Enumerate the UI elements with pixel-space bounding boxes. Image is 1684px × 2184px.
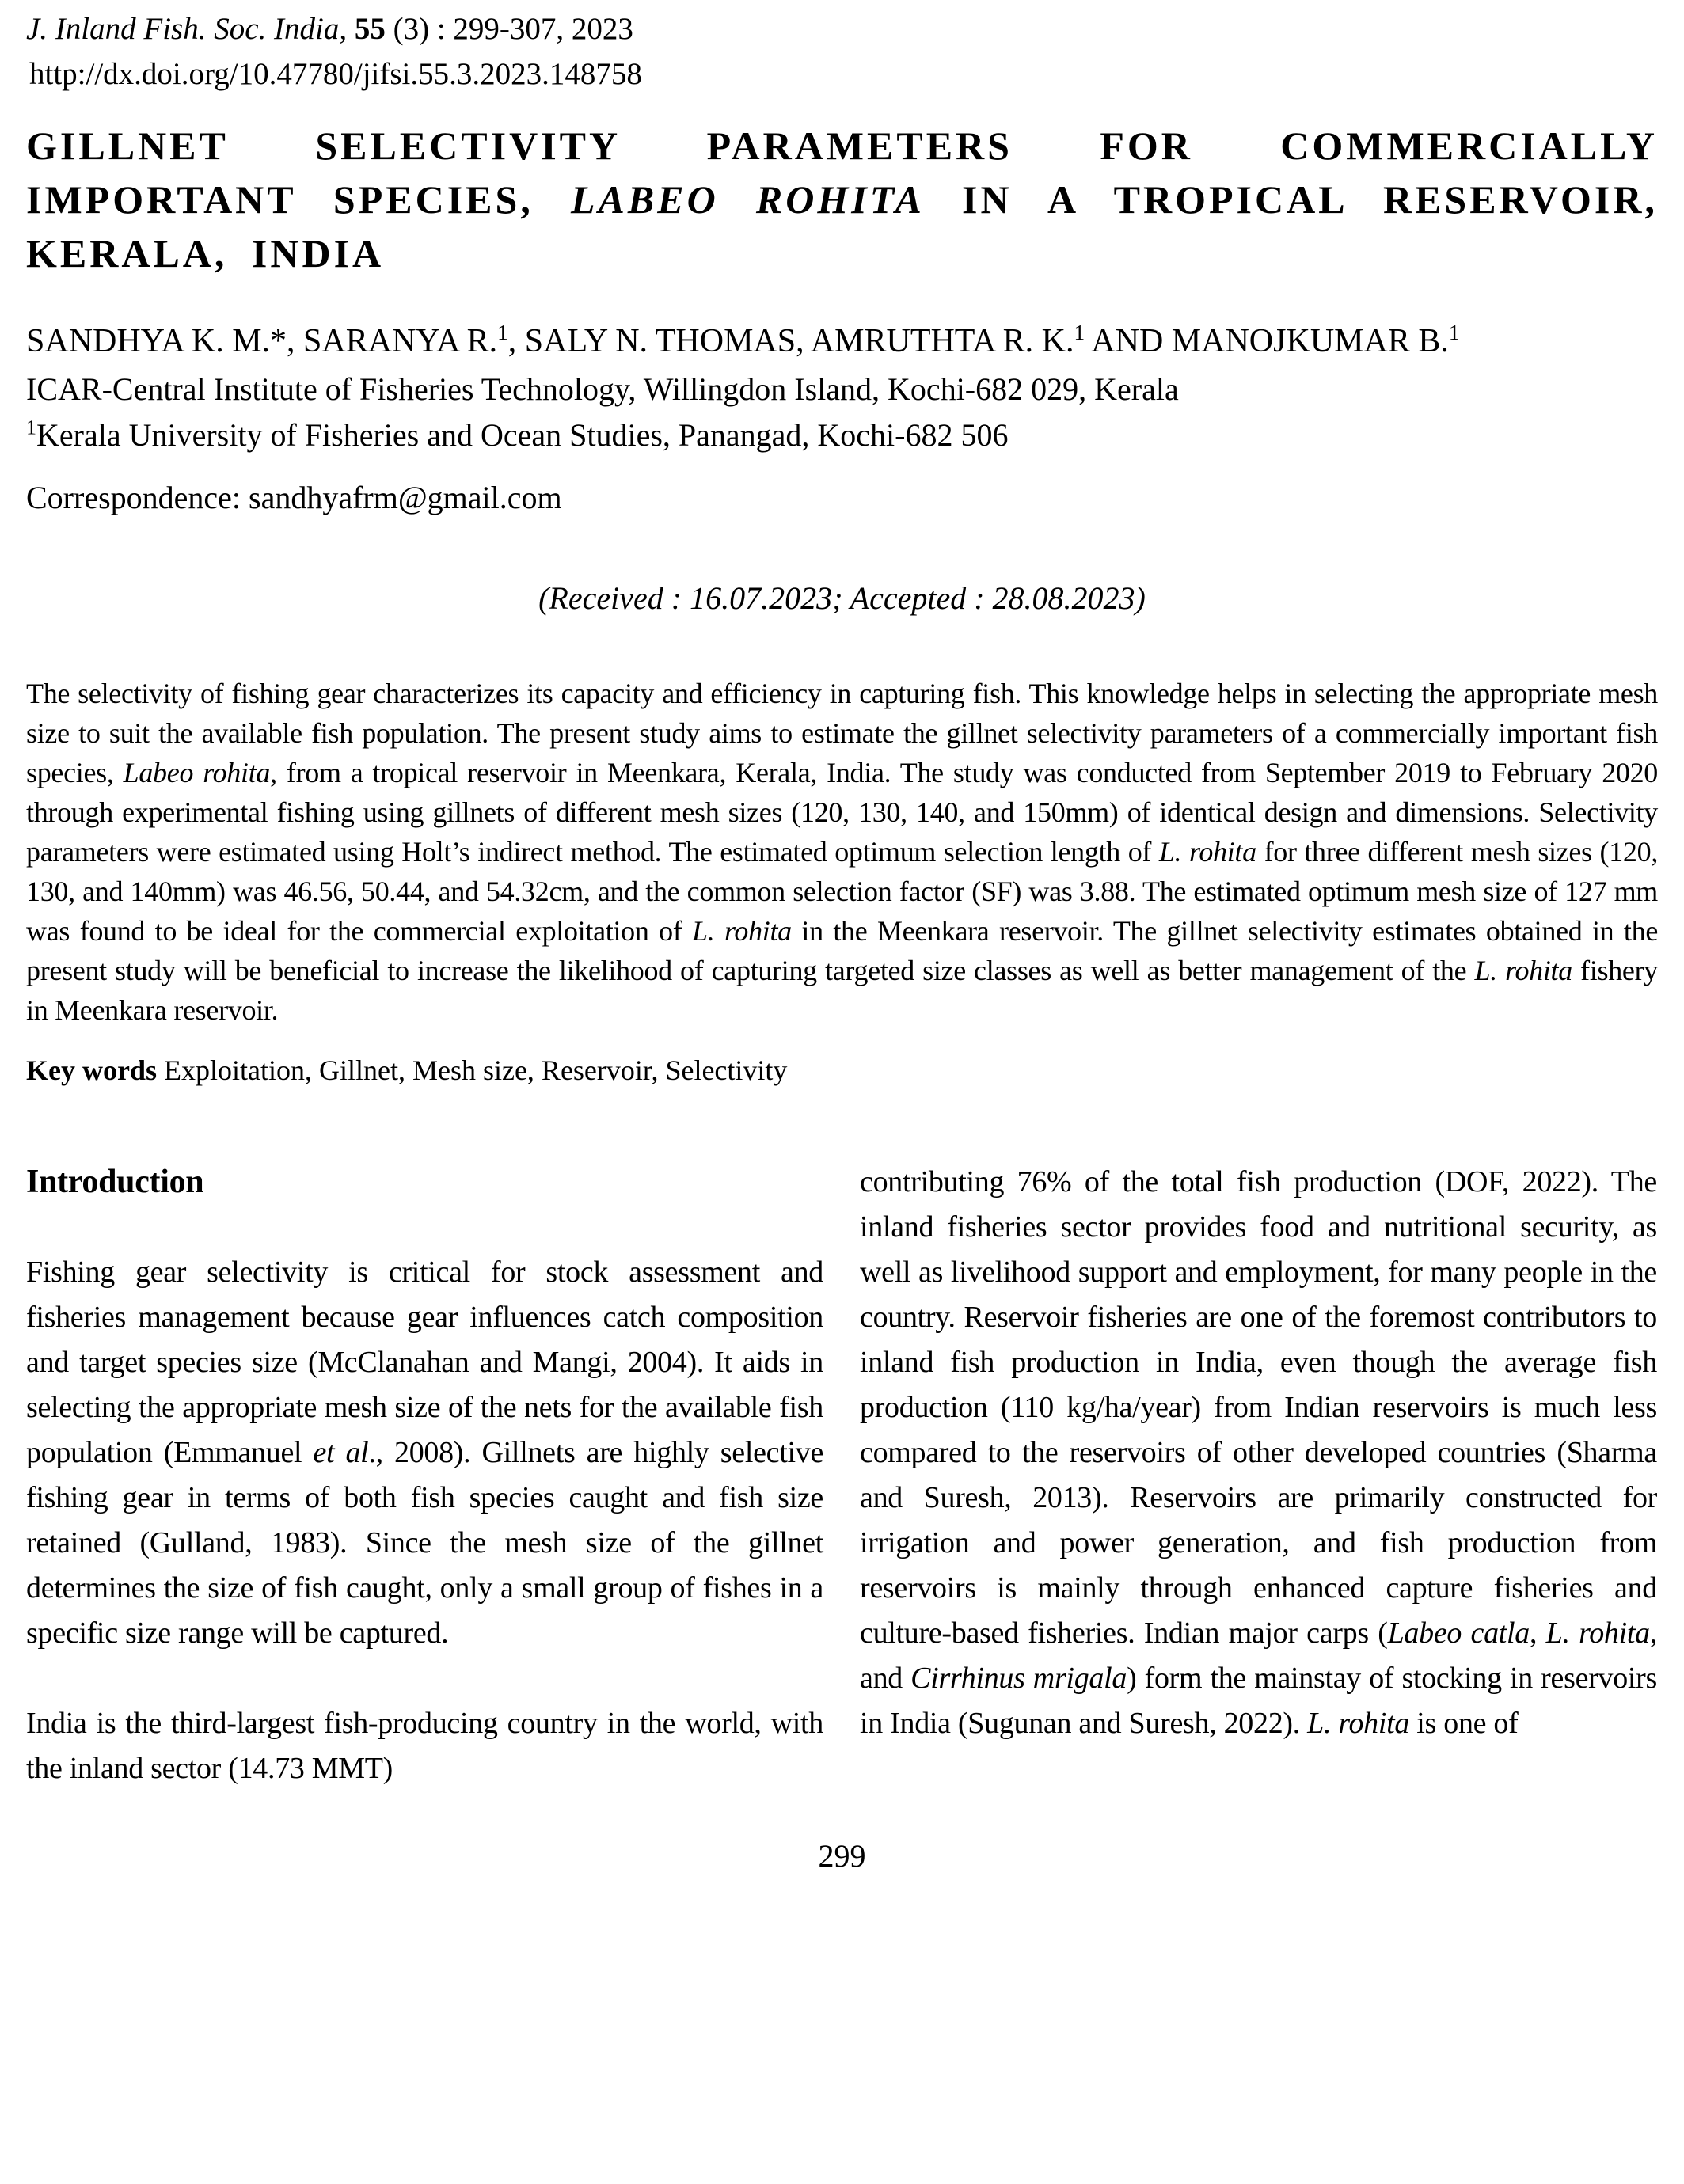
introduction-heading: Introduction [26,1163,204,1200]
intro-paragraph-2: India is the third-largest fish-producing country in the world, with the inland sector (14.73 MMT) [26,1706,823,1785]
journal-citation: J. Inland Fish. Soc. India, 55 (3) : 299-307, 2023 [26,12,633,46]
keywords-label: Key words [26,1054,157,1086]
doi-link-text: http://dx.doi.org/10.47780/jifsi.55.3.2023.148758 [29,56,642,91]
intro-paragraph-1: Fishing gear selectivity is critical for stock assessment and fisheries management because gear influences catch composition and target species size (McClanahan and Mangi, 2004). It aids in selecting the appropriate mesh size of the nets for the available fish population (Emmanuel et al., 2008). Gillnets are highly selective fishing gear in terms of both fish species caught and fish size retained (Gulland, 1983). Since the mesh size of the gillnet determines the size of fish caught, only a small group of fishes in a specific size range will be captured. [26,1255,824,1650]
abstract-paragraph: The selectivity of fishing gear characterizes its capacity and efficiency in capturing fish. This knowledge helps in selecting the appropriate mesh size to suit the available fish population. The present study aims to estimate the gillnet selectivity parameters of a commercially important fish species, Labeo rohita, from a tropical reservoir in Meenkara, Kerala, India. The study was conducted from September 2019 to February 2020 through experimental fishing using gillnets of different mesh sizes (120, 130, 140, and 150mm) of identical design and dimensions. Selectivity parameters were estimated using Holt’s indirect method. The estimated optimum selection length of L. rohita for three different mesh sizes (120, 130, and 140mm) was 46.56, 50.44, and 54.32cm, and the common selection factor (SF) was 3.88. The estimated optimum mesh size of 127 mm was found to be ideal for the commercial exploitation of L. rohita in the Meenkara reservoir. The gillnet selectivity estimates obtained in the present study will be beneficial to increase the likelihood of capturing targeted size classes as well as better management of the L. rohita fishery in Meenkara reservoir. [26,677,1659,1026]
two-column-body [26,1160,1658,1791]
received-accepted-dates: (Received : 16.07.2023; Accepted : 28.08.2023) [538,579,1146,616]
affiliation-secondary: $^1$Kerala University of Fisheries and Ocean Studies, Panangad, Kochi-682 506 [26,416,1009,453]
article-title: GILLNET SELECTIVITY PARAMETERS FOR COMMERCIALLY IMPORTANT SPECIES, LABEO ROHITA IN A TROPICAL RESERVOIR, KERALA, INDIA [26,123,1658,275]
intro-paragraph-3: contributing 76% of the total fish production (DOF, 2022). The inland fisheries sector provides food and nutritional security, as well as livelihood support and employment, for many people in the country. Reservoir fisheries are one of the foremost contributors to inland fish production in India, even though the average fish production (110 kg/ha/year) from Indian reservoirs is much less compared to the reservoirs of other developed countries (Sharma and Suresh, 2013). Reservoirs are primarily constructed for irrigation and power generation, and fish production from reservoirs is mainly through enhanced capture fisheries and culture-based fisheries. Indian major carps (Labeo catla, L. rohita, and Cirrhinus mrigala) form the mainstay of stocking in reservoirs in India (Sugunan and Suresh, 2022). L. rohita is one of [860,1164,1658,1740]
left-column [26,1160,823,1791]
right-column [860,1160,1657,1791]
page-number: 299 [818,1837,866,1874]
affiliation-primary: ICAR-Central Institute of Fisheries Technology, Willingdon Island, Kochi-682 029, Kerala [26,370,1179,407]
keywords-text: Exploitation, Gillnet, Mesh size, Reservoir, Selectivity [157,1054,788,1086]
keywords-line [26,1050,1658,1090]
correspondence-email: Correspondence: sandhyafrm@gmail.com [26,479,562,515]
author-list: SANDHYA K. M.*, SARANYA R.$^1$, SALY N. THOMAS, AMRUTHTA R. K.$^1$ AND MANOJKUMAR B.$^1$ [26,320,1460,359]
